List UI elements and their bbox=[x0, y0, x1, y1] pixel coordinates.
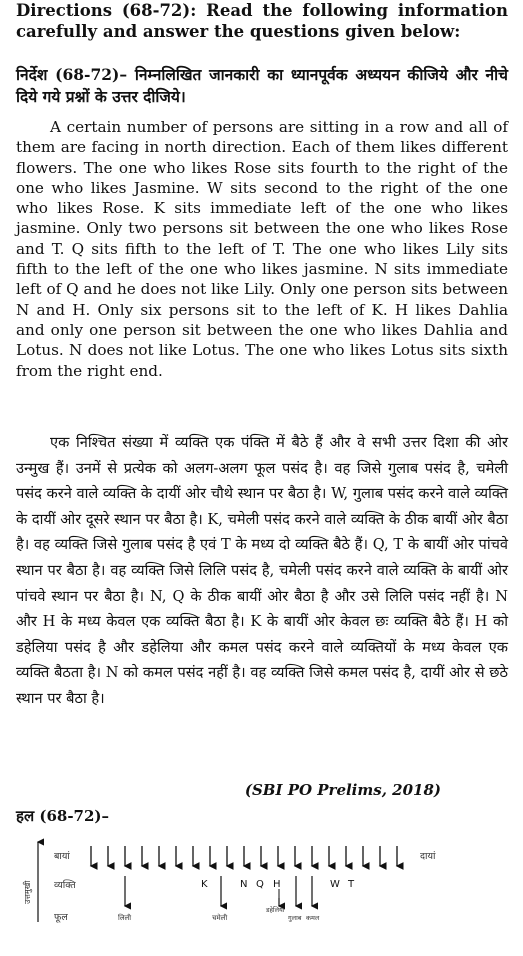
seating-diagram bbox=[0, 826, 523, 956]
person-w: W bbox=[330, 879, 340, 890]
flower-lotus: कमल bbox=[306, 914, 320, 922]
flower-dahlia: डहेलिया bbox=[266, 906, 285, 914]
person-q: Q bbox=[256, 879, 264, 890]
right-label: दायां bbox=[420, 851, 436, 862]
person-k: K bbox=[201, 879, 208, 890]
person-row-label: व्यक्ति bbox=[54, 880, 76, 891]
directions-hindi: निर्देश (68-72)– निम्नलिखित जानकारी का ध्यानपूर्वक अध्ययन कीजिये और नीचे दिये गये प्रश्नों के उत्तर दीजिये। bbox=[16, 65, 508, 106]
arrow-row bbox=[91, 846, 397, 866]
passage-hindi: एक निश्चित संख्या में व्यक्ति एक पंक्ति में बैठे हैं और वे सभी उत्तर दिशा की ओर उन्मुख हैं। उनमें से प्रत्येक को अलग-अलग फूल पसंद है। वह जिसे गुलाब पसंद है, चमेली पसंद करने वाले व्यक्ति के दायीं ओर चौथे स्थान पर बैठा है। W, गुलाब पसंद करने वाले व्यक्ति के दायीं ओर दूसरे स्थान पर बैठा है। K, चमेली पसंद करने वाले व्यक्ति के ठीक बायीं ओर बैठा है। वह व्यक्ति जिसे गुलाब पसंद है एवं T के मध्य दो व्यक्ति बैठे हैं। Q, T के बायीं ओर पांचवे स्थान पर बैठा है। वह व्यक्ति जिसे लिलि पसंद है, चमेली पसंद करने वाले व्यक्ति के बायीं ओर पांचवे स्थान पर बैठा है। N, Q के ठीक बायीं ओर बैठा है और उसे लिलि पसंद नहीं है। N और H के मध्य केवल एक व्यक्ति बैठा है। K के बायीं ओर केवल छः व्यक्ति बैठे हैं। H को डहेलिया पसंद है और डहेलिया और कमल पसंद करने वाले व्यक्तियों के मध्य केवल एक व्यक्ति बैठता है। N को कमल पसंद नहीं है। वह व्यक्ति जिसे कमल पसंद है, दायीं ओर से छठे स्थान पर बैठा है। bbox=[16, 434, 508, 707]
flower-lily: लिली bbox=[118, 914, 132, 922]
flower-arrows bbox=[125, 876, 312, 906]
person-t: T bbox=[348, 879, 355, 890]
facing-label: उत्तमुखी bbox=[23, 880, 32, 904]
passage-english: A certain number of persons are sitting in a row and all of them are facing in north direction. Each of them likes different flowers. The one who likes Rose sits fourth to the right of the one who likes Jasmine. W sits second to the right of the one who likes Rose. K sits immediate left of the one who likes jasmine. Only two persons sit between the one who likes Rose and T. Q sits fifth to the left of T. The one who likes Lily sits fifth to the left of the one who likes jasmine. N sits immediate left of Q and he does not like Lily. Only one person sits between N and H. Only six persons sit to the left of K. H likes Dahlia and only one person sit between the one who likes Dahlia and Lotus. N does not like Lotus. The one who likes Lotus sits sixth from the right end. bbox=[16, 118, 508, 380]
flower-jasmine: चमेली bbox=[212, 914, 228, 922]
flower-rose: गुलाब bbox=[288, 914, 302, 922]
flower-row-label: फूल bbox=[54, 912, 68, 923]
person-n: N bbox=[240, 879, 248, 890]
person-h: H bbox=[273, 879, 281, 890]
source-citation: (SBI PO Prelims, 2018) bbox=[244, 781, 441, 799]
solution-label: हल (68-72)– bbox=[16, 807, 110, 825]
left-label: बायां bbox=[54, 851, 70, 862]
directions-english: Directions (68-72): Read the following information carefully and answer the questions given below: bbox=[16, 1, 508, 41]
